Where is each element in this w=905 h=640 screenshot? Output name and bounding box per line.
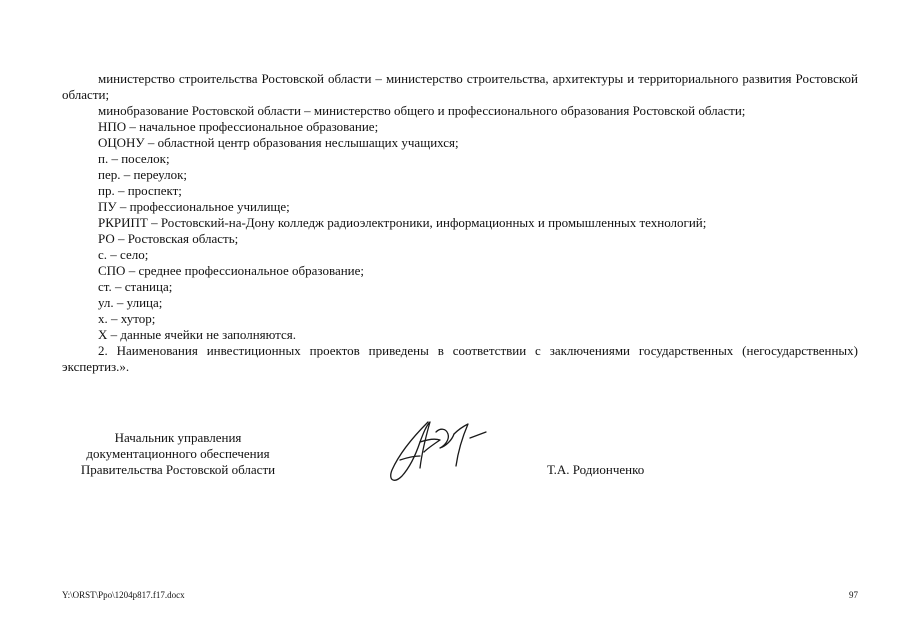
paragraph-abbrev-minstroy: министерство строительства Ростовской области – министерство строительства, архитектуры и территориального развития Ростовской области; — [62, 71, 858, 102]
paragraph-abbrev-spo: СПО – среднее профессиональное образование; — [98, 263, 365, 278]
paragraph-abbrev-otsonu: ОЦОНУ – областной центр образования неслышащих учащихся; — [98, 135, 459, 150]
paragraph-abbrev-minobrazovanie: минобразование Ростовской области – министерство общего и профессионального образования Ростовской области; — [98, 103, 746, 118]
paragraph-abbrev-prospekt: пр. – проспект; — [98, 183, 182, 198]
paragraph-abbrev-ulitsa: ул. – улица; — [98, 295, 163, 310]
paragraph-abbrev-selo: с. – село; — [98, 247, 149, 262]
signer-position-line-3: Правительства Ростовской области — [80, 462, 276, 477]
signer-name: Т.А. Родионченко — [547, 462, 645, 477]
paragraph-abbrev-ro: РО – Ростовская область; — [98, 231, 239, 246]
paragraph-abbrev-khutor: х. – хутор; — [98, 311, 156, 326]
signer-position — [62, 430, 294, 478]
signer-position-line-2: документационного обеспечения — [86, 446, 270, 461]
signer-position-line-1: Начальник управления — [114, 430, 242, 445]
page-number: 97 — [849, 590, 858, 600]
paragraph-abbrev-x-empty-cells: Х – данные ячейки не заполняются. — [98, 327, 297, 342]
paragraph-abbrev-stanitsa: ст. – станица; — [98, 279, 173, 294]
document-body — [62, 71, 858, 375]
paragraph-abbrev-rkript: РКРИПТ – Ростовский-на-Дону колледж радиоэлектроники, информационных и промышленных технологий; — [98, 215, 707, 230]
paragraph-abbrev-npo: НПО – начальное профессиональное образование; — [98, 119, 379, 134]
handwritten-signature — [380, 412, 492, 494]
paragraph-abbrev-pu: ПУ – профессиональное училище; — [98, 199, 290, 214]
paragraph-abbrev-pereulok: пер. – переулок; — [98, 167, 187, 182]
paragraph-note-2: 2. Наименования инвестиционных проектов приведены в соответствии с заключениями государственных (негосударственных) экспертиз.». — [62, 343, 858, 374]
footer-file-path: Y:\ORST\Ppo\1204p817.f17.docx — [62, 590, 185, 600]
signature-block — [62, 430, 858, 500]
paragraph-abbrev-poselok: п. – поселок; — [98, 151, 170, 166]
